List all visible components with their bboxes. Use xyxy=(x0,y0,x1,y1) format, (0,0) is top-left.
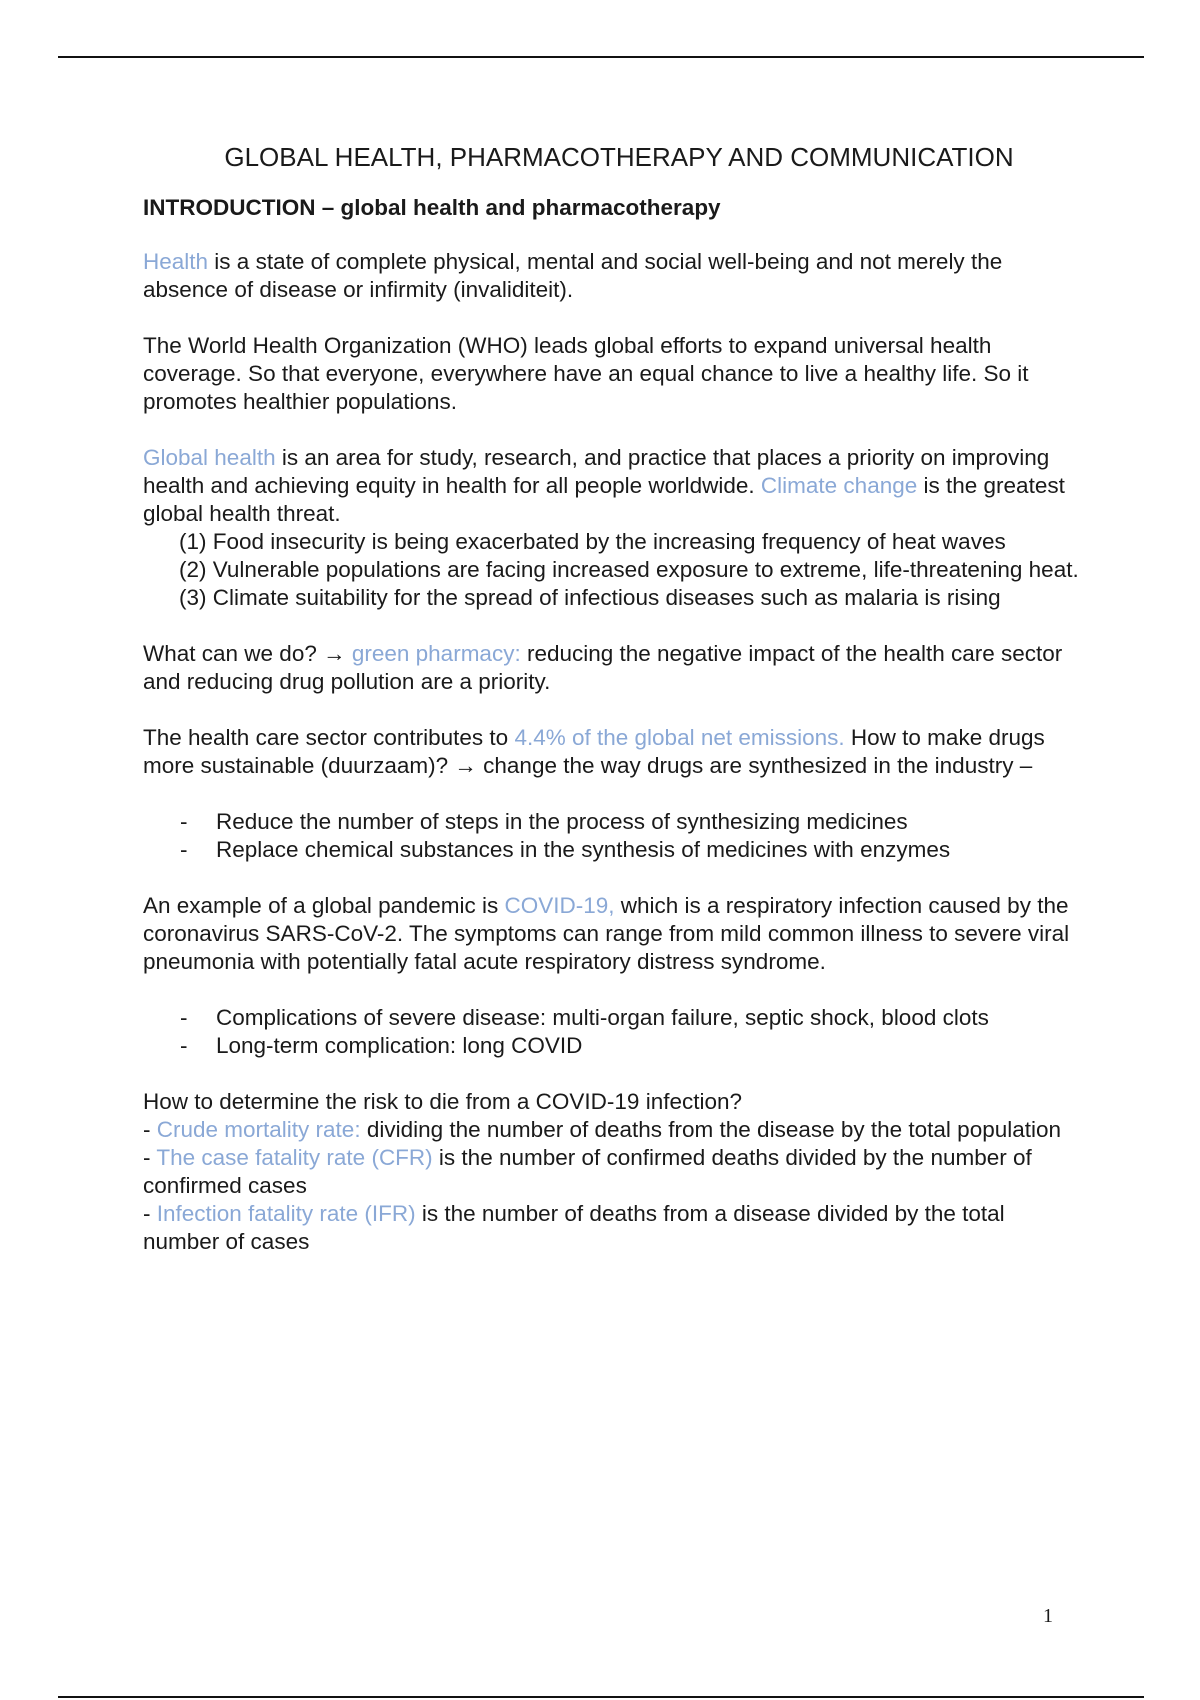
list-item: (3) Climate suitability for the spread of infectious diseases such as malaria is rising xyxy=(179,585,1001,610)
list-item: - Replace chemical substances in the synthesis of medicines with enzymes xyxy=(180,837,951,862)
term-cfr: The case fatality rate (CFR) xyxy=(156,1145,433,1170)
paragraph-global-health xyxy=(143,444,1083,528)
list-item: - Complications of severe disease: multi-organ failure, septic shock, blood clots xyxy=(180,1005,989,1030)
covid-pre: An example of a global pandemic is xyxy=(143,893,505,918)
paragraph-covid xyxy=(143,892,1083,976)
top-rule xyxy=(58,56,1144,58)
paragraph-health xyxy=(143,248,1083,304)
list-item: (2) Vulnerable populations are facing increased exposure to extreme, life-threatening heat. xyxy=(179,557,1079,582)
paragraph-health-text: is a state of complete physical, mental and social well-being and not merely the absence of disease or infirmity (invaliditeit). xyxy=(143,249,1003,302)
sector-pre: The health care sector contributes to xyxy=(143,725,515,750)
list-item: - Long-term complication: long COVID xyxy=(180,1033,583,1058)
term-crude-mortality: Crude mortality rate: xyxy=(156,1117,361,1142)
green-question: What can we do? → xyxy=(143,641,352,666)
term-green-pharmacy: green pharmacy: xyxy=(351,641,521,666)
covid-text: which is a respiratory infection caused by the coronavirus SARS-CoV-2. The symptoms can range from mild common illness to severe viral pneumonia with potentially fatal acute respiratory distress syndrome. xyxy=(143,893,1070,974)
green-text: reducing the negative impact of the health care sector and reducing drug pollution are a priority. xyxy=(143,641,1063,694)
risk-item-cfr: - The case fatality rate (CFR) is the number of confirmed deaths divided by the number of confirmed cases xyxy=(143,1145,1032,1198)
dash-bullet: - xyxy=(180,809,188,834)
page-number: 1 xyxy=(1043,1605,1053,1627)
term-ifr: Infection fatality rate (IFR) xyxy=(156,1201,416,1226)
paragraph-green-pharmacy xyxy=(143,640,1083,696)
complications-list xyxy=(143,1004,1083,1060)
dash-bullet: - xyxy=(180,1005,188,1030)
dash-bullet: - xyxy=(180,837,188,862)
paragraph-global-end: is the greatest global health threat. xyxy=(143,473,1065,526)
sector-text: How to make drugs more sustainable (duurzaam)? → change the way drugs are synthesized in the industry – xyxy=(143,725,1045,778)
paragraph-global-text: is an area for study, research, and practice that places a priority on improving health and achieving equity in health for all people worldwide. xyxy=(143,445,1050,498)
section-heading: INTRODUCTION – global health and pharmacotherapy xyxy=(143,195,721,220)
term-health: Health xyxy=(143,249,209,274)
paragraph-who: The World Health Organization (WHO) leads global efforts to expand universal health coverage. So that everyone, everywhere have an equal chance to live a healthy life. So it promotes healthier populations. xyxy=(143,333,1029,414)
term-emissions: 4.4% of the global net emissions. xyxy=(514,725,845,750)
list-item: (1) Food insecurity is being exacerbated by the increasing frequency of heat waves xyxy=(179,529,1006,554)
risk-question: How to determine the risk to die from a COVID-19 infection? xyxy=(143,1089,743,1114)
term-climate-change: Climate change xyxy=(760,473,918,498)
term-covid: COVID-19, xyxy=(504,893,615,918)
climate-effects-list xyxy=(143,528,1083,612)
bottom-rule xyxy=(58,1696,1144,1698)
term-global-health: Global health xyxy=(143,445,276,470)
document-body xyxy=(143,140,1083,1256)
risk-item-crude-mortality: - Crude mortality rate: dividing the number of deaths from the disease by the total population xyxy=(143,1117,1062,1142)
sustainability-list xyxy=(143,808,1083,864)
dash-bullet: - xyxy=(180,1033,188,1058)
risk-item-ifr: - Infection fatality rate (IFR) is the number of deaths from a disease divided by the total number of cases xyxy=(143,1201,1005,1254)
document-title: GLOBAL HEALTH, PHARMACOTHERAPY AND COMMUNICATION xyxy=(224,142,1014,172)
list-item: - Reduce the number of steps in the process of synthesizing medicines xyxy=(180,809,908,834)
paragraph-health-sector xyxy=(143,724,1083,780)
